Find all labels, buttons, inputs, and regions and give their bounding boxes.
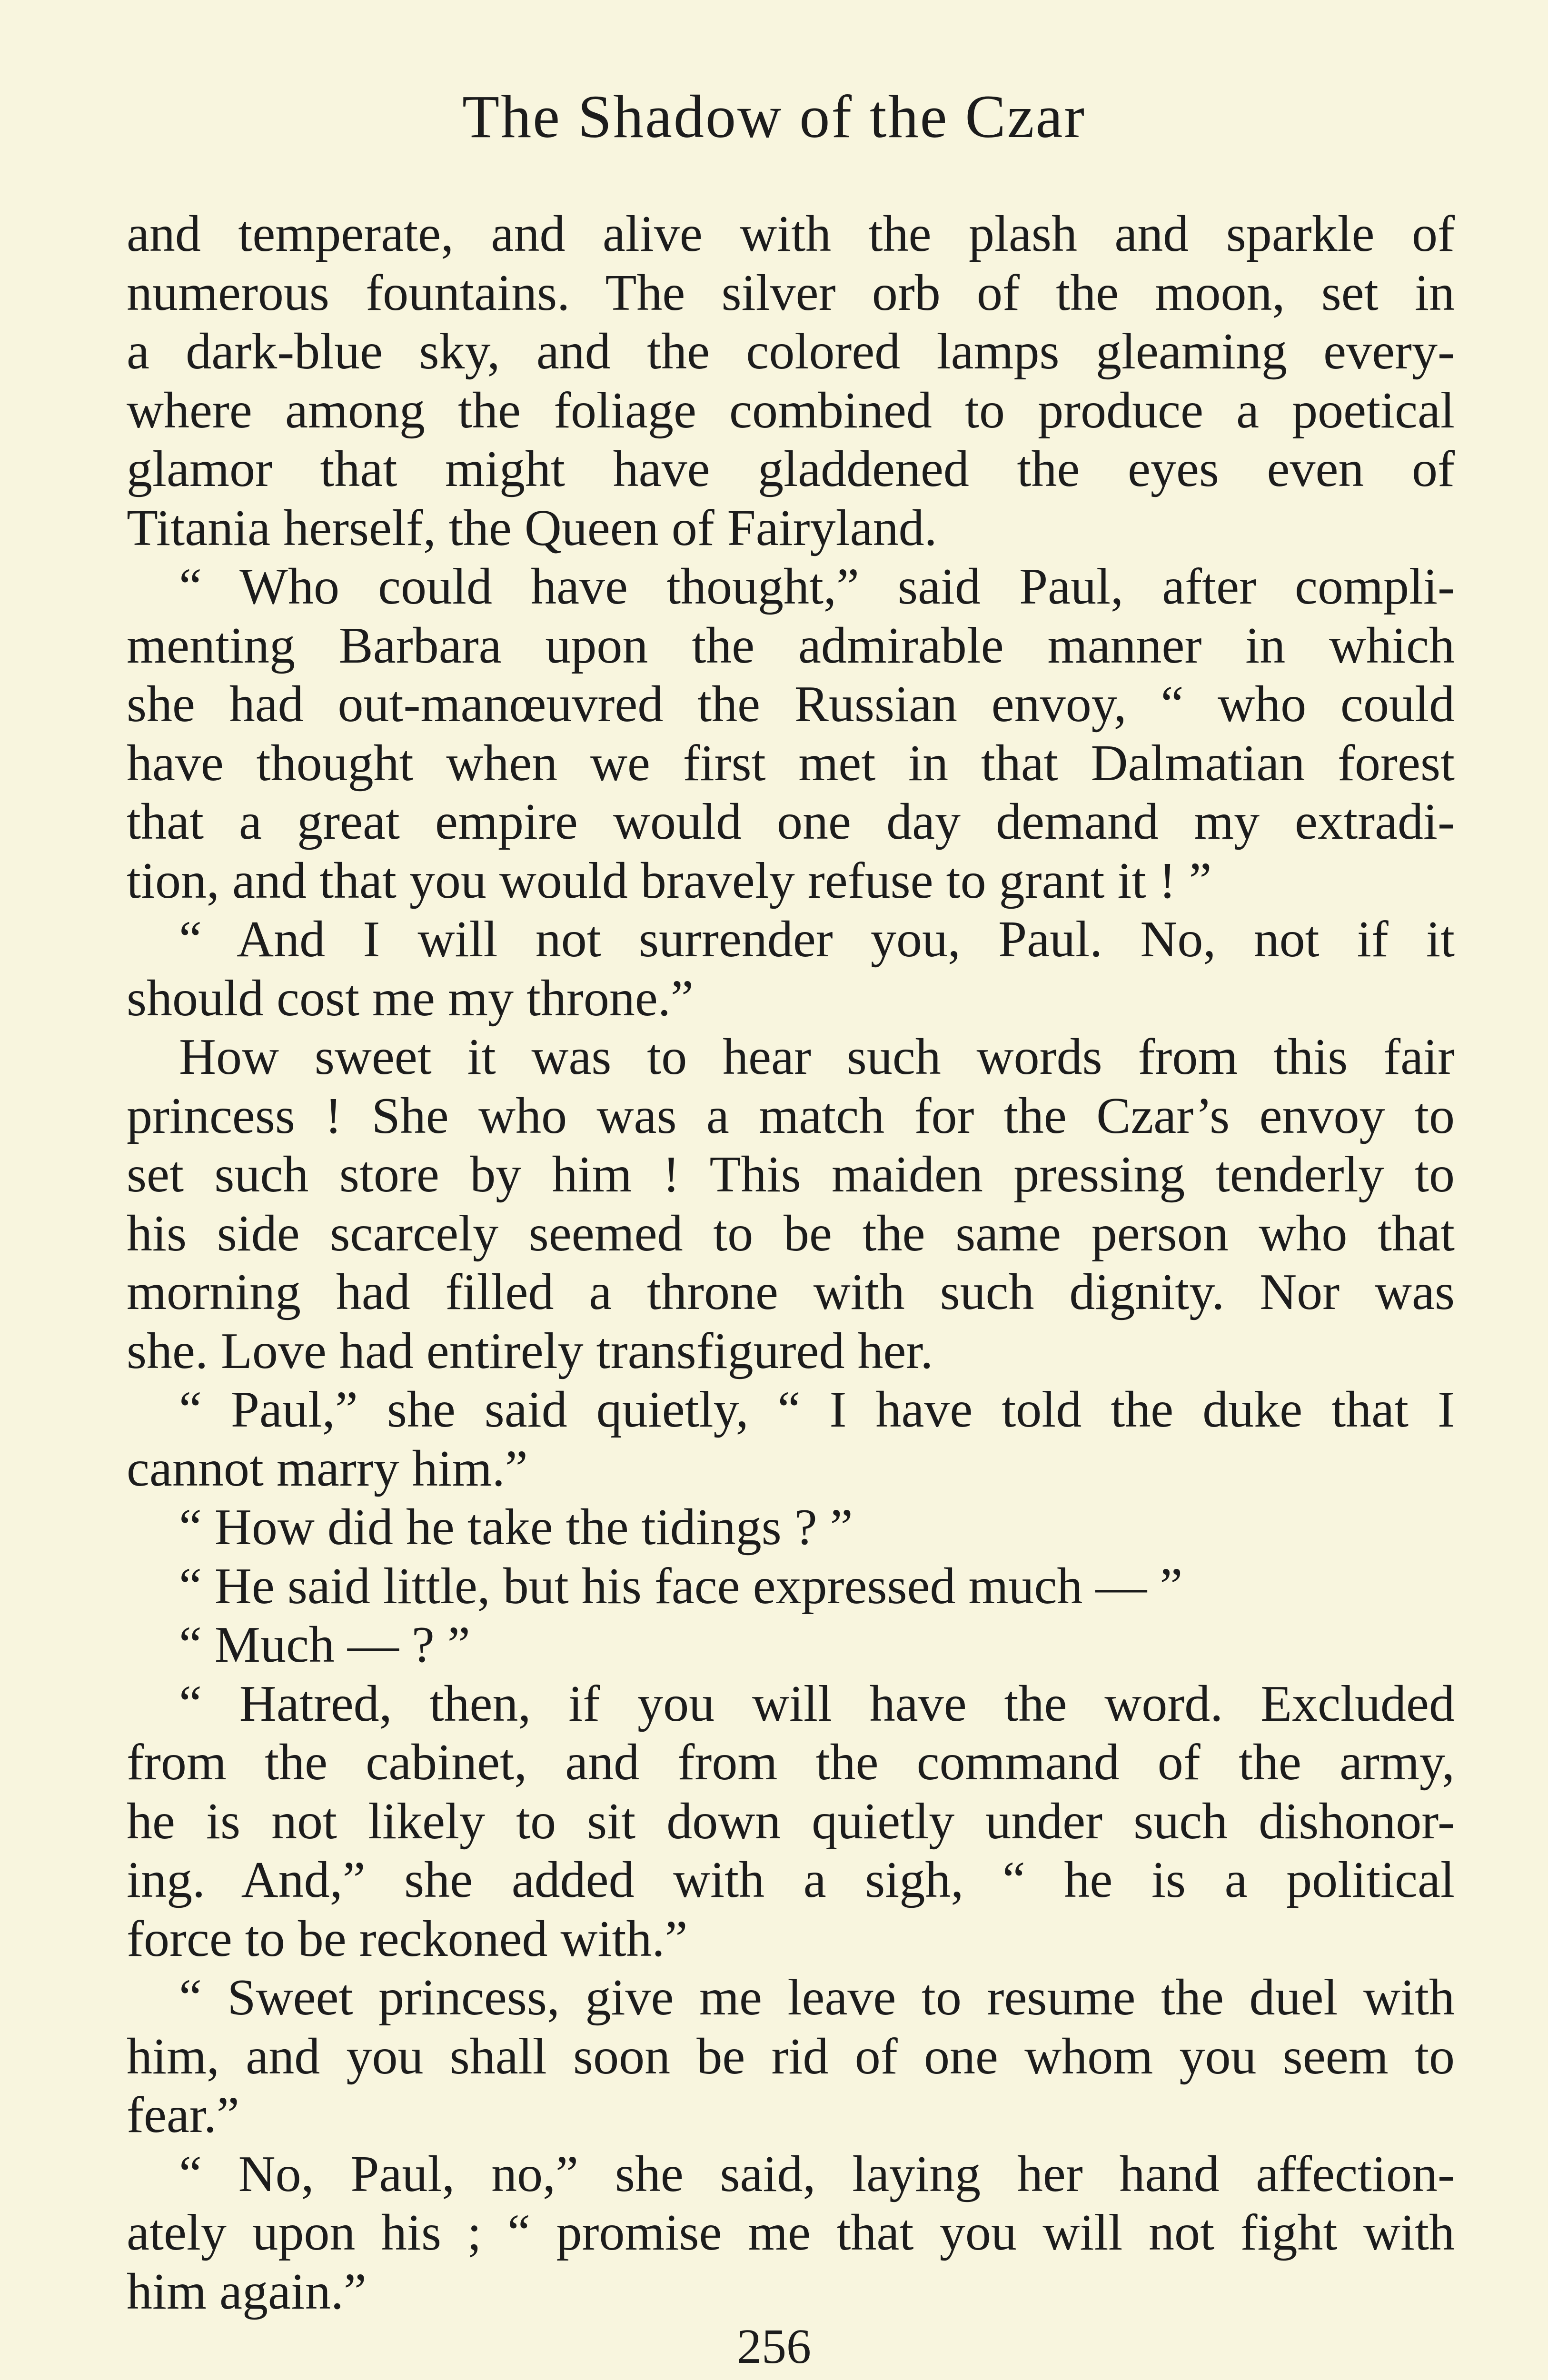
- text-line: she. Love had entirely transfigured her.: [127, 1322, 933, 1379]
- text-line: “ No, Paul, no,” she said, laying her hand affection-: [179, 2145, 1455, 2202]
- text-line: numerous fountains. The silver orb of the moon, set in: [127, 264, 1455, 321]
- text-line: Titania herself, the Queen of Fairyland.: [127, 499, 937, 556]
- page-body: [127, 205, 1455, 2321]
- text-line: a dark-blue sky, and the colored lamps gleaming every-: [127, 323, 1455, 380]
- text-line: from the cabinet, and from the command of the army,: [127, 1734, 1455, 1791]
- text-line: “ Hatred, then, if you will have the word. Excluded: [179, 1675, 1455, 1732]
- text-line: “ Who could have thought,” said Paul, after compli-: [179, 558, 1455, 615]
- text-line: ing. And,” she added with a sigh, “ he is a political: [127, 1852, 1455, 1908]
- text-line: “ Much — ? ”: [179, 1616, 470, 1673]
- text-line: she had out-manœuvred the Russian envoy, “ who could: [127, 676, 1455, 733]
- text-line: glamor that might have gladdened the eyes even of: [127, 441, 1455, 497]
- text-line: cannot marry him.”: [127, 1440, 528, 1497]
- text-line: “ And I will not surrender you, Paul. No, not if it: [179, 911, 1455, 968]
- text-line: him again.”: [127, 2263, 367, 2320]
- text-line: princess ! She who was a match for the Czar’s envoy to: [127, 1087, 1455, 1144]
- text-line: where among the foliage combined to produce a poetical: [127, 382, 1455, 439]
- text-line: that a great empire would one day demand my extradi-: [127, 793, 1455, 850]
- text-line: menting Barbara upon the admirable manner in which: [127, 617, 1455, 674]
- text-line: fear.”: [127, 2087, 239, 2143]
- text-line: he is not likely to sit down quietly under such dishonor-: [127, 1793, 1455, 1850]
- text-line: “ Sweet princess, give me leave to resume the duel with: [179, 1969, 1455, 2026]
- site-watermark: [1182, 2375, 1515, 2380]
- text-line: his side scarcely seemed to be the same person who that: [127, 1205, 1455, 1262]
- page-number: 256: [737, 2319, 811, 2374]
- text-line: tion, and that you would bravely refuse to grant it ! ”: [127, 852, 1212, 909]
- text-line: force to be reckoned with.”: [127, 1910, 688, 1967]
- text-line: ately upon his ; “ promise me that you will not fight with: [127, 2204, 1455, 2261]
- text-line: “ He said little, but his face expressed much — ”: [179, 1557, 1183, 1615]
- text-line: morning had filled a throne with such dignity. Nor was: [127, 1264, 1455, 1320]
- text-line: and temperate, and alive with the plash and sparkle of: [127, 206, 1455, 262]
- text-line: “ Paul,” she said quietly, “ I have told the duke that I: [179, 1381, 1455, 1438]
- text-line: How sweet it was to hear such words from this fair: [179, 1029, 1455, 1085]
- text-line: set such store by him ! This maiden pressing tenderly to: [127, 1146, 1455, 1203]
- text-line: have thought when we first met in that Dalmatian forest: [127, 734, 1455, 792]
- text-line: him, and you shall soon be rid of one whom you seem to: [127, 2028, 1455, 2085]
- running-head: The Shadow of the Czar: [462, 83, 1086, 150]
- text-line: “ How did he take the tidings ? ”: [179, 1499, 853, 1556]
- text-line: should cost me my throne.”: [127, 970, 694, 1027]
